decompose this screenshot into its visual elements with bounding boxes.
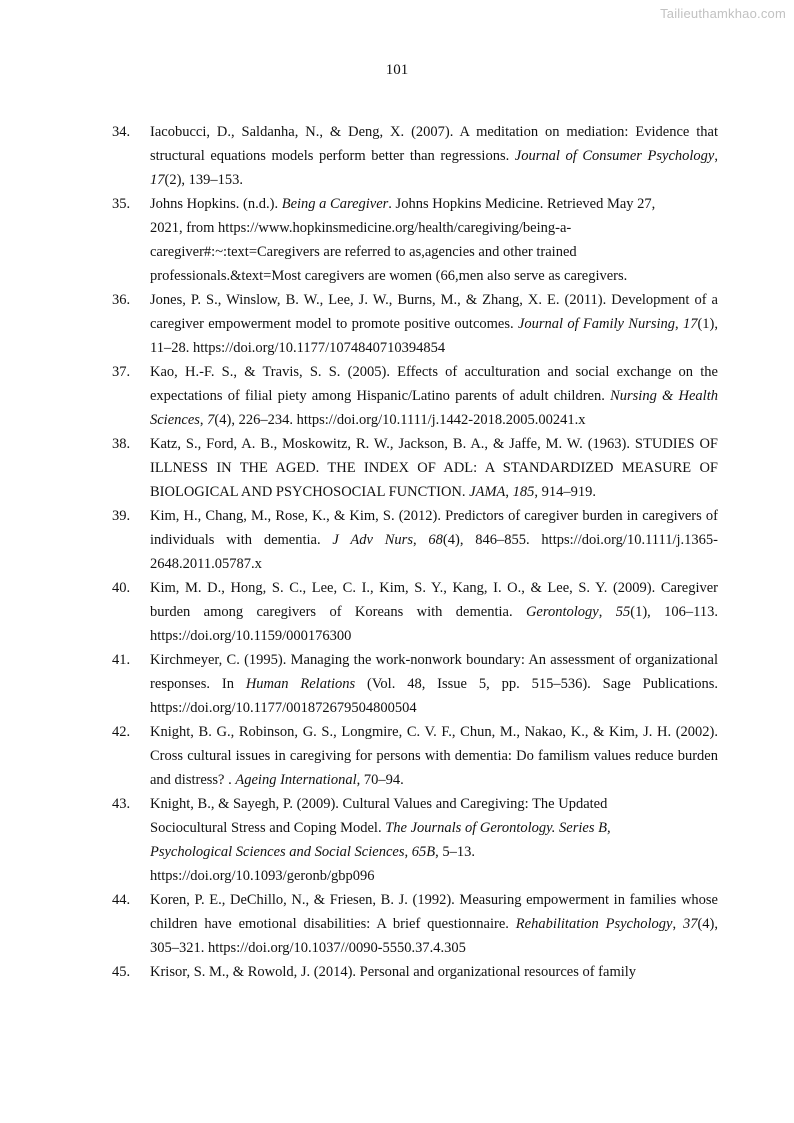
reference-item <box>112 120 718 192</box>
reference-number: 37. <box>112 364 131 380</box>
text-run: Iacobucci, D., Saldanha, N., & Deng, X. (2007). A meditation on mediation: Evidence that structural equations models perform better than regressions. <box>150 124 718 164</box>
reference-number: 39. <box>112 508 131 524</box>
reference-item <box>112 792 718 888</box>
italic-text: Rehabilitation Psychology <box>515 916 673 932</box>
reference-text <box>150 432 718 504</box>
text-run: , 5–13. <box>435 844 475 860</box>
reference-item <box>112 648 718 720</box>
reference-text <box>150 192 718 288</box>
reference-number: 43. <box>112 796 131 812</box>
reference-number: 38. <box>112 436 131 452</box>
reference-line <box>150 864 718 888</box>
text-run: . Johns Hopkins Medicine. Retrieved May 27, <box>388 196 656 212</box>
text-run: Katz, S., Ford, A. B., Moskowitz, R. W., Jackson, B. A., & Jaffe, M. W. (1963). STUDIES OF ILLNESS IN THE AGED. THE INDEX OF ADL: A STANDARDIZED MEASURE OF BIOLOGICAL AND PSYCHOSOCIAL FUNCTION. <box>150 436 718 500</box>
reference-number: 35. <box>112 196 131 212</box>
italic-text: J Adv Nurs <box>332 532 413 548</box>
italic-text: Psychological Sciences and Social Sciences <box>150 844 405 860</box>
reference-item <box>112 192 718 288</box>
italic-text: 37 <box>682 916 698 932</box>
page-number: 101 <box>385 62 409 78</box>
text-run: Kim, H., Chang, M., Rose, K., & Kim, S. (2012). Predictors of caregiver burden in caregivers of individuals with dementia. <box>150 508 718 548</box>
text-run: Kirchmeyer, C. (1995). Managing the work-nonwork boundary: An assessment of organizational responses. In <box>150 652 718 692</box>
italic-text: JAMA <box>469 484 506 500</box>
text-run: , <box>598 604 616 620</box>
italic-text: Human Relations <box>245 676 356 692</box>
italic-text: 17 <box>682 316 698 332</box>
italic-text: Ageing International <box>235 772 357 788</box>
text-run: , <box>199 412 208 428</box>
text-run: , 70–94. <box>356 772 404 788</box>
text-run: Johns Hopkins. (n.d.). <box>150 196 282 212</box>
reference-item <box>112 288 718 360</box>
reference-number: 44. <box>112 892 131 908</box>
text-run: (4), 305–321. https://doi.org/10.1037//0090-5550.37.4.305 <box>150 916 718 956</box>
italic-text: Journal of Family Nursing <box>517 316 676 332</box>
reference-item <box>112 360 718 432</box>
reference-number: 45. <box>112 964 131 980</box>
reference-text <box>150 504 718 576</box>
reference-line <box>150 264 718 288</box>
reference-line <box>150 240 718 264</box>
reference-line <box>150 840 718 864</box>
reference-text <box>150 720 718 792</box>
reference-text <box>150 360 718 432</box>
text-run: Sociocultural Stress and Coping Model. <box>150 820 386 836</box>
reference-number: 40. <box>112 580 131 596</box>
reference-text <box>150 888 718 960</box>
text-run: Jones, P. S., Winslow, B. W., Lee, J. W., Burns, M., & Zhang, X. E. (2011). Development of a caregiver empowerment model to promote positive outcomes. <box>150 292 718 332</box>
text-run: (1), 106–113. https://doi.org/10.1159/000176300 <box>150 604 718 644</box>
italic-text: 185 <box>512 484 535 500</box>
italic-text: 68 <box>428 532 443 548</box>
text-run: (1), 11–28. https://doi.org/10.1177/1074840710394854 <box>150 316 719 356</box>
text-run: 2021, from https://www.hopkinsmedicine.org/health/caregiving/being-a- <box>150 220 572 236</box>
text-run: Knight, B. G., Robinson, G. S., Longmire, C. V. F., Chun, M., Nakao, K., & Kim, J. H. (2002). Cross cultural issues in caregiving for persons with dementia: Do familism values reduce burden and distress? . <box>150 724 718 788</box>
reference-item <box>112 888 718 960</box>
reference-text <box>150 960 718 984</box>
italic-text: Journal of Consumer Psychology <box>514 148 715 164</box>
text-run: Kim, M. D., Hong, S. C., Lee, C. I., Kim, S. Y., Kang, I. O., & Lee, S. Y. (2009). Caregiver burden among caregivers of Koreans with dementia. <box>150 580 718 620</box>
text-run: , <box>672 916 683 932</box>
text-run: (Vol. 48, Issue 5, pp. 515–536). Sage Publications. https://doi.org/10.1177/001872679504800504 <box>150 676 718 716</box>
italic-text: Nursing & Health Sciences <box>150 388 718 428</box>
italic-text: The Journals of Gerontology. Series B, <box>385 820 611 836</box>
reference-text <box>150 648 718 720</box>
text-run: Koren, P. E., DeChillo, N., & Friesen, B. J. (1992). Measuring empowerment in families whose children have emotional disabilities: A brief questionnaire. <box>150 892 718 932</box>
reference-number: 42. <box>112 724 131 740</box>
reference-line <box>150 216 718 240</box>
reference-item <box>112 432 718 504</box>
reference-item <box>112 960 718 984</box>
text-run: Knight, B., & Sayegh, P. (2009). Cultural Values and Caregiving: The Updated <box>150 796 608 812</box>
text-run: (4), 226–234. https://doi.org/10.1111/j.1442-2018.2005.00241.x <box>214 412 586 428</box>
reference-item <box>112 720 718 792</box>
reference-number: 36. <box>112 292 131 308</box>
text-run: (4), 846–855. https://doi.org/10.1111/j.1365-2648.2011.05787.x <box>150 532 718 572</box>
italic-text: Being a Caregiver <box>281 196 389 212</box>
reference-number: 41. <box>112 652 131 668</box>
reference-number: 34. <box>112 124 131 140</box>
text-run: Kao, H.-F. S., & Travis, S. S. (2005). Effects of acculturation and social exchange on the expectations of filial piety among Hispanic/Latino parents of adult children. <box>150 364 718 404</box>
text-run: , 914–919. <box>534 484 597 500</box>
reference-list <box>112 120 718 984</box>
text-run: (2), 139–153. <box>164 172 244 188</box>
reference-text <box>150 792 718 888</box>
italic-text: 55 <box>615 604 631 620</box>
text-run: Krisor, S. M., & Rowold, J. (2014). Personal and organizational resources of family <box>150 964 637 980</box>
italic-text: 17 <box>150 172 165 188</box>
text-run: https://doi.org/10.1093/geronb/gbp096 <box>150 868 375 884</box>
reference-line <box>150 816 718 840</box>
watermark: Tailieuthamkhao.com <box>660 6 786 21</box>
italic-text: 65B <box>411 844 436 860</box>
text-run: , <box>505 484 513 500</box>
reference-line <box>150 792 718 816</box>
italic-text: Gerontology <box>525 604 599 620</box>
text-run: , <box>714 148 718 164</box>
italic-text: 7 <box>207 412 215 428</box>
reference-text <box>150 576 718 648</box>
text-run: , <box>404 844 412 860</box>
reference-item <box>112 504 718 576</box>
text-run: professionals.&text=Most caregivers are women (66,men also serve as caregivers. <box>150 268 628 284</box>
text-run: , <box>412 532 429 548</box>
reference-item <box>112 576 718 648</box>
text-run: caregiver#:~:text=Caregivers are referred to as,agencies and other trained <box>150 244 577 260</box>
reference-text <box>150 120 718 192</box>
reference-text <box>150 288 718 360</box>
reference-line <box>150 192 718 216</box>
text-run: , <box>675 316 683 332</box>
